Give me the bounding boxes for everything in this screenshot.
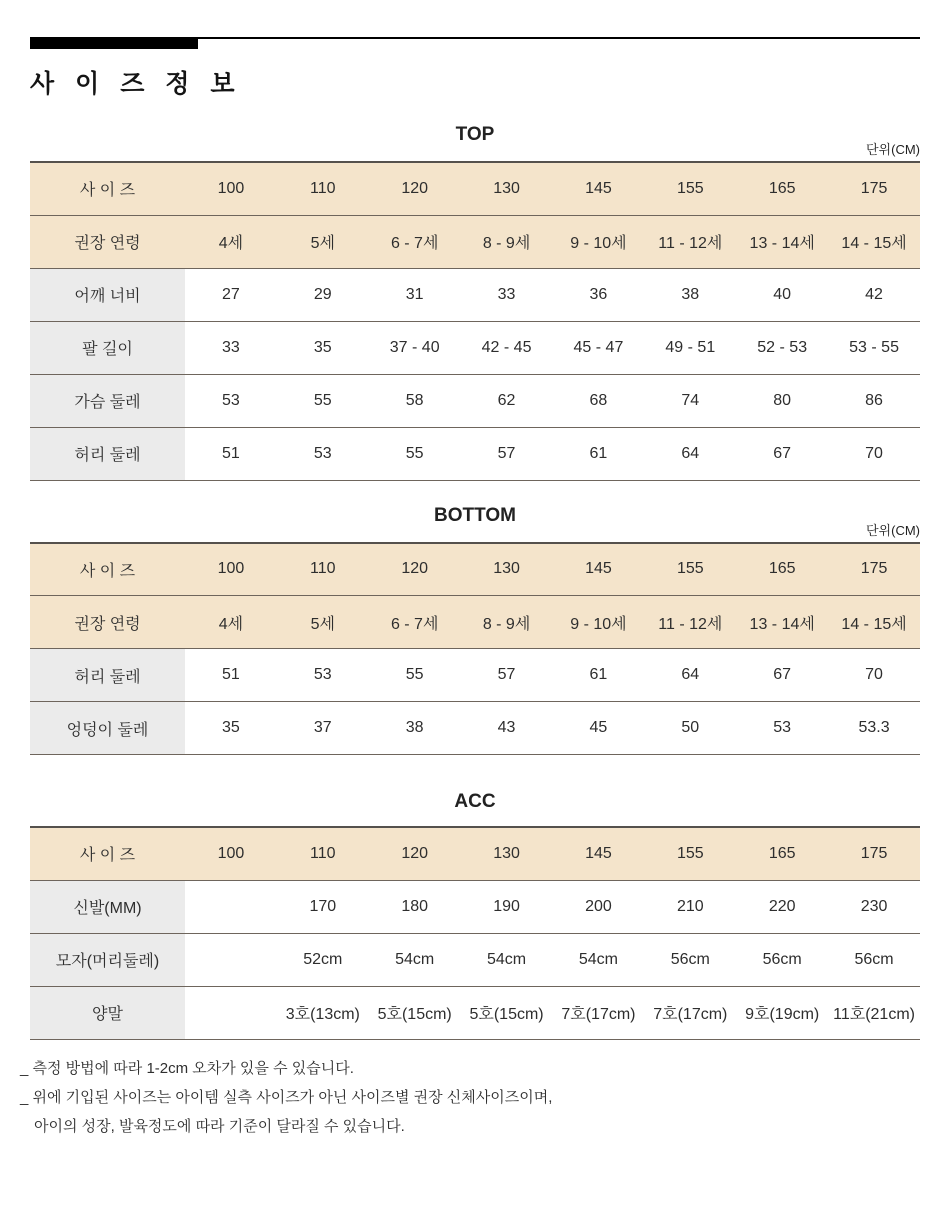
value-cell: 180 xyxy=(369,880,461,933)
row-label: 팔 길이 xyxy=(30,321,185,374)
value-cell: 67 xyxy=(736,649,828,702)
page-title: 사 이 즈 정 보 xyxy=(30,70,242,98)
table-row xyxy=(30,427,920,480)
value-cell: 155 xyxy=(644,543,736,596)
footnotes xyxy=(0,1054,950,1141)
value-cell: 52cm xyxy=(277,933,369,986)
value-cell: 53 xyxy=(185,374,277,427)
value-cell: 155 xyxy=(644,162,736,215)
value-cell: 52 - 53 xyxy=(736,321,828,374)
value-cell: 5세 xyxy=(277,215,369,268)
header-rule xyxy=(30,37,920,49)
value-cell: 61 xyxy=(553,649,645,702)
value-cell: 55 xyxy=(277,374,369,427)
size-tables-container xyxy=(30,100,920,1040)
footnote-line: _ 측정 방법에 따라 1-2cm 오차가 있을 수 있습니다. xyxy=(20,1059,354,1077)
value-cell: 40 xyxy=(736,268,828,321)
table-row xyxy=(30,702,920,755)
value-cell: 145 xyxy=(553,162,645,215)
unit-label: 단위(CM) xyxy=(866,522,920,538)
table-row xyxy=(30,321,920,374)
row-label: 엉덩이 둘레 xyxy=(30,702,185,755)
row-label: 어깨 너비 xyxy=(30,268,185,321)
value-cell: 3호(13cm) xyxy=(277,986,369,1039)
value-cell: 7호(17cm) xyxy=(644,986,736,1039)
value-cell: 70 xyxy=(828,427,920,480)
value-cell: 54cm xyxy=(461,933,553,986)
value-cell: 56cm xyxy=(644,933,736,986)
row-label: 양말 xyxy=(30,986,185,1039)
value-cell: 58 xyxy=(369,374,461,427)
value-cell: 100 xyxy=(185,827,277,880)
value-cell: 74 xyxy=(644,374,736,427)
value-cell: 8 - 9세 xyxy=(461,596,553,649)
value-cell: 61 xyxy=(553,427,645,480)
row-label: 권장 연령 xyxy=(30,215,185,268)
table-row xyxy=(30,880,920,933)
value-cell: 37 xyxy=(277,702,369,755)
value-cell: 70 xyxy=(828,649,920,702)
value-cell: 31 xyxy=(369,268,461,321)
value-cell: 11 - 12세 xyxy=(644,596,736,649)
size-table-bottom xyxy=(30,542,920,756)
value-cell: 175 xyxy=(828,827,920,880)
value-cell: 190 xyxy=(461,880,553,933)
value-cell: 35 xyxy=(277,321,369,374)
row-label: 사 이 즈 xyxy=(30,827,185,880)
value-cell xyxy=(185,986,277,1039)
table-row xyxy=(30,268,920,321)
value-cell: 165 xyxy=(736,543,828,596)
value-cell: 36 xyxy=(553,268,645,321)
value-cell: 145 xyxy=(553,827,645,880)
value-cell: 100 xyxy=(185,543,277,596)
size-section-bottom xyxy=(30,481,920,756)
value-cell: 130 xyxy=(461,543,553,596)
page-content xyxy=(0,37,950,1040)
value-cell: 9 - 10세 xyxy=(553,596,645,649)
unit-label: 단위(CM) xyxy=(866,142,920,157)
size-table-acc xyxy=(30,826,920,1040)
value-cell: 55 xyxy=(369,427,461,480)
table-row xyxy=(30,543,920,596)
table-row xyxy=(30,649,920,702)
value-cell: 165 xyxy=(736,162,828,215)
value-cell: 53.3 xyxy=(828,702,920,755)
section-title: ACC xyxy=(454,791,496,812)
value-cell: 130 xyxy=(461,162,553,215)
value-cell: 38 xyxy=(369,702,461,755)
value-cell: 110 xyxy=(277,827,369,880)
value-cell: 130 xyxy=(461,827,553,880)
value-cell: 57 xyxy=(461,649,553,702)
value-cell: 53 - 55 xyxy=(828,321,920,374)
value-cell: 53 xyxy=(736,702,828,755)
value-cell: 175 xyxy=(828,543,920,596)
footnote-line: _ 위에 기입된 사이즈는 아이템 실측 사이즈가 아닌 사이즈별 권장 신체사이즈이며, xyxy=(20,1088,553,1106)
row-label: 모자(머리둘레) xyxy=(30,933,185,986)
table-row xyxy=(30,827,920,880)
value-cell: 67 xyxy=(736,427,828,480)
value-cell: 120 xyxy=(369,827,461,880)
value-cell: 54cm xyxy=(369,933,461,986)
row-label: 신발(MM) xyxy=(30,880,185,933)
value-cell: 86 xyxy=(828,374,920,427)
value-cell: 11 - 12세 xyxy=(644,215,736,268)
value-cell: 8 - 9세 xyxy=(461,215,553,268)
value-cell: 6 - 7세 xyxy=(369,596,461,649)
value-cell: 13 - 14세 xyxy=(736,215,828,268)
row-label: 사 이 즈 xyxy=(30,162,185,215)
value-cell: 230 xyxy=(828,880,920,933)
value-cell: 51 xyxy=(185,427,277,480)
header-black-bar xyxy=(30,39,198,49)
value-cell: 170 xyxy=(277,880,369,933)
row-label: 가슴 둘레 xyxy=(30,374,185,427)
value-cell: 42 xyxy=(828,268,920,321)
value-cell: 220 xyxy=(736,880,828,933)
table-row xyxy=(30,986,920,1039)
value-cell: 57 xyxy=(461,427,553,480)
section-title: TOP xyxy=(455,124,495,145)
value-cell: 45 - 47 xyxy=(553,321,645,374)
value-cell: 9호(19cm) xyxy=(736,986,828,1039)
table-row xyxy=(30,596,920,649)
value-cell: 51 xyxy=(185,649,277,702)
value-cell: 80 xyxy=(736,374,828,427)
value-cell: 56cm xyxy=(828,933,920,986)
size-section-acc xyxy=(30,755,920,1040)
value-cell: 175 xyxy=(828,162,920,215)
value-cell: 120 xyxy=(369,162,461,215)
value-cell: 110 xyxy=(277,543,369,596)
value-cell: 110 xyxy=(277,162,369,215)
value-cell: 13 - 14세 xyxy=(736,596,828,649)
value-cell: 155 xyxy=(644,827,736,880)
value-cell: 5세 xyxy=(277,596,369,649)
value-cell: 7호(17cm) xyxy=(553,986,645,1039)
value-cell: 210 xyxy=(644,880,736,933)
value-cell: 29 xyxy=(277,268,369,321)
value-cell: 68 xyxy=(553,374,645,427)
value-cell: 200 xyxy=(553,880,645,933)
value-cell: 120 xyxy=(369,543,461,596)
value-cell: 54cm xyxy=(553,933,645,986)
value-cell: 33 xyxy=(185,321,277,374)
value-cell: 145 xyxy=(553,543,645,596)
value-cell: 9 - 10세 xyxy=(553,215,645,268)
value-cell: 64 xyxy=(644,649,736,702)
table-row xyxy=(30,933,920,986)
table-row xyxy=(30,162,920,215)
value-cell: 11호(21cm) xyxy=(828,986,920,1039)
value-cell: 4세 xyxy=(185,215,277,268)
value-cell: 35 xyxy=(185,702,277,755)
value-cell: 53 xyxy=(277,427,369,480)
value-cell: 14 - 15세 xyxy=(828,596,920,649)
value-cell: 64 xyxy=(644,427,736,480)
value-cell: 37 - 40 xyxy=(369,321,461,374)
value-cell: 56cm xyxy=(736,933,828,986)
value-cell xyxy=(185,880,277,933)
section-title: BOTTOM xyxy=(434,504,516,526)
value-cell: 50 xyxy=(644,702,736,755)
value-cell: 5호(15cm) xyxy=(461,986,553,1039)
value-cell: 5호(15cm) xyxy=(369,986,461,1039)
row-label: 사 이 즈 xyxy=(30,543,185,596)
value-cell: 100 xyxy=(185,162,277,215)
footnote-line: 아이의 성장, 발육정도에 따라 기준이 달라질 수 있습니다. xyxy=(34,1117,405,1135)
value-cell: 62 xyxy=(461,374,553,427)
row-label: 허리 둘레 xyxy=(30,427,185,480)
row-label: 권장 연령 xyxy=(30,596,185,649)
value-cell: 49 - 51 xyxy=(644,321,736,374)
row-label: 허리 둘레 xyxy=(30,649,185,702)
value-cell: 4세 xyxy=(185,596,277,649)
value-cell: 55 xyxy=(369,649,461,702)
value-cell: 53 xyxy=(277,649,369,702)
value-cell: 6 - 7세 xyxy=(369,215,461,268)
value-cell xyxy=(185,933,277,986)
value-cell: 33 xyxy=(461,268,553,321)
value-cell: 165 xyxy=(736,827,828,880)
size-table-top xyxy=(30,161,920,481)
size-section-top xyxy=(30,100,920,481)
value-cell: 38 xyxy=(644,268,736,321)
value-cell: 45 xyxy=(553,702,645,755)
value-cell: 43 xyxy=(461,702,553,755)
value-cell: 14 - 15세 xyxy=(828,215,920,268)
table-row xyxy=(30,215,920,268)
value-cell: 27 xyxy=(185,268,277,321)
table-row xyxy=(30,374,920,427)
value-cell: 42 - 45 xyxy=(461,321,553,374)
